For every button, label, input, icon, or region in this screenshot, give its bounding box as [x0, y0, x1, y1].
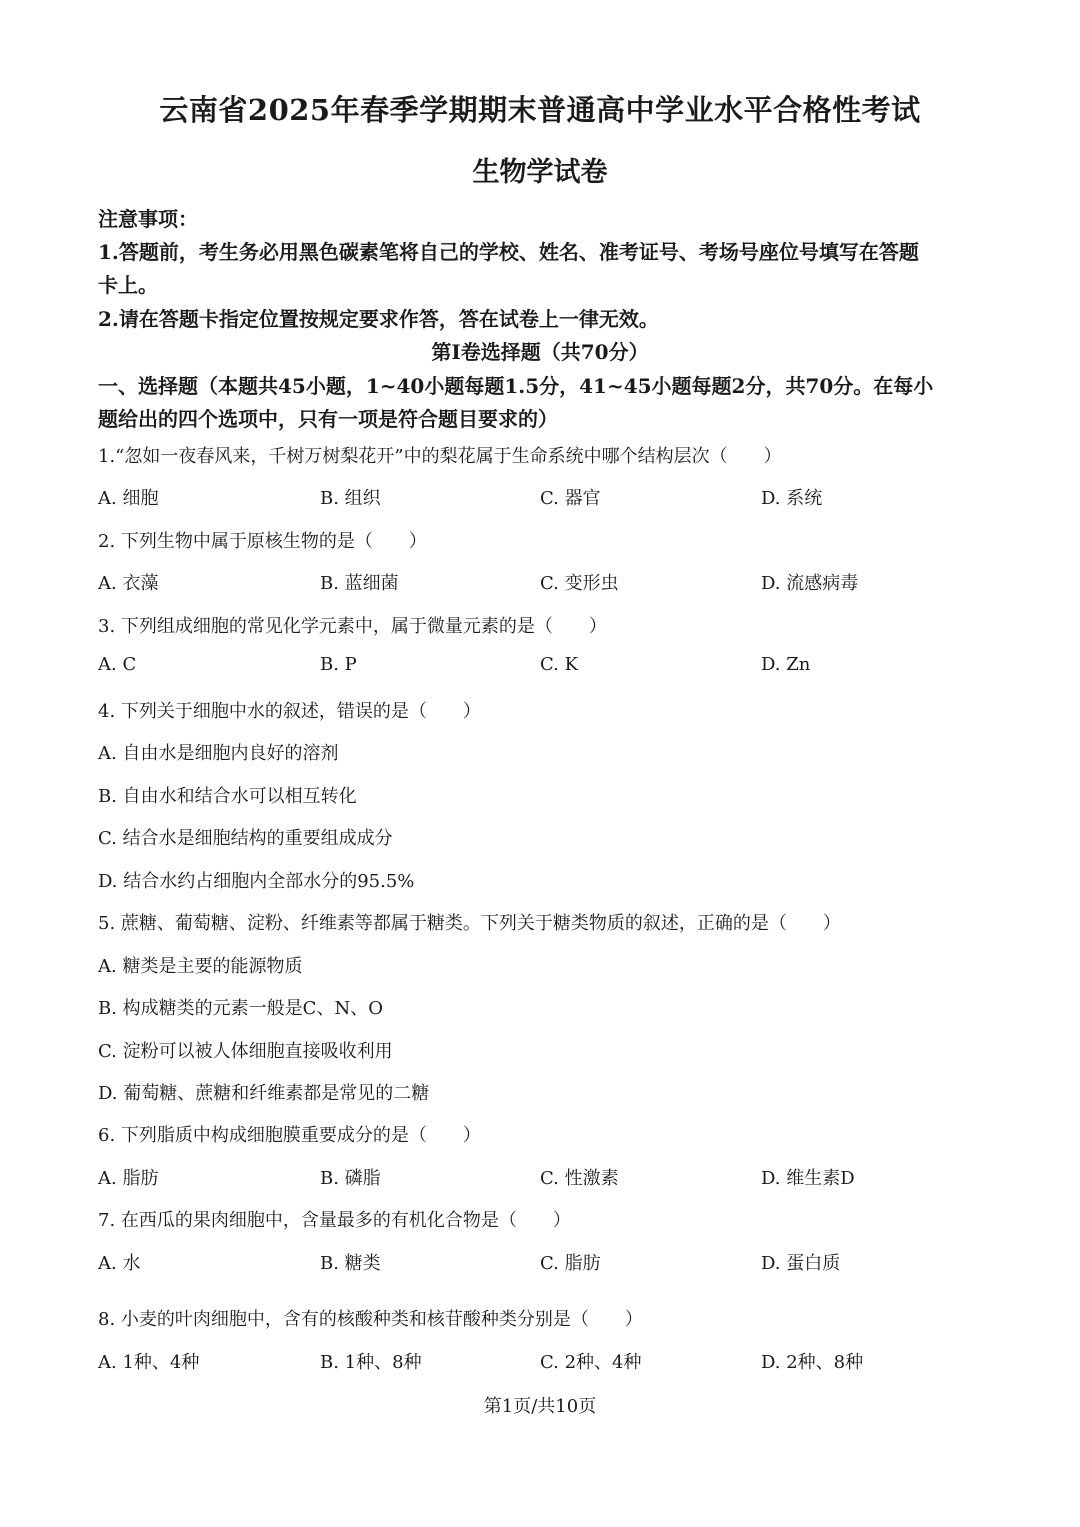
- notice-item-2: 2.请在答题卡指定位置按规定要求作答，答在试卷上一律无效。: [98, 307, 659, 331]
- question-4-stem: 4. 下列关于细胞中水的叙述，错误的是（ ）: [98, 701, 481, 722]
- question-6-option-a: A. 脂肪: [98, 1168, 159, 1189]
- question-3-option-d: D. Zn: [761, 654, 811, 675]
- question-3-options: [98, 654, 998, 680]
- question-1-stem: 1.“忽如一夜春风来，千树万树梨花开”中的梨花属于生命系统中哪个结构层次（ ）: [98, 446, 782, 467]
- question-7-options: [98, 1249, 998, 1275]
- question-2-option-d: D. 流感病毒: [761, 573, 859, 594]
- question-7-stem: 7. 在西瓜的果肉细胞中，含量最多的有机化合物是（ ）: [98, 1210, 571, 1231]
- page-subtitle: 生物学试卷: [472, 157, 608, 188]
- question-8-options: [98, 1348, 998, 1374]
- page-number: 第1页/共10页: [483, 1396, 597, 1417]
- question-2-stem: 2. 下列生物中属于原核生物的是（ ）: [98, 531, 427, 552]
- question-8-stem: 8. 小麦的叶肉细胞中，含有的核酸种类和核苷酸种类分别是（ ）: [98, 1309, 643, 1330]
- question-2-option-a: A. 衣藻: [98, 573, 159, 594]
- question-6-stem: 6. 下列脂质中构成细胞膜重要成分的是（ ）: [98, 1125, 481, 1146]
- question-1-option-b: B. 组织: [320, 488, 381, 509]
- question-6-option-d: D. 维生素D: [761, 1168, 855, 1189]
- question-3-option-b: B. P: [320, 654, 357, 675]
- question-3-stem: 3. 下列组成细胞的常见化学元素中，属于微量元素的是（ ）: [98, 616, 607, 637]
- question-8-option-a: A. 1种、4种: [98, 1352, 200, 1373]
- part-instruction-line-2: 题给出的四个选项中，只有一项是符合题目要求的）: [98, 407, 558, 431]
- question-7-option-c: C. 脂肪: [540, 1253, 601, 1274]
- question-7-option-a: A. 水: [98, 1253, 141, 1274]
- question-4-option-d: D. 结合水约占细胞内全部水分的95.5%: [98, 871, 415, 892]
- question-1-options: [98, 484, 998, 510]
- question-2-option-b: B. 蓝细菌: [320, 573, 399, 594]
- question-1-option-c: C. 器官: [540, 488, 601, 509]
- part-instruction-line-1: 一、选择题（本题共45小题，1~40小题每题1.5分，41~45小题每题2分，共70分。在每小: [98, 374, 934, 398]
- question-2-option-c: C. 变形虫: [540, 573, 619, 594]
- question-6-option-b: B. 磷脂: [320, 1168, 381, 1189]
- question-2-options: [98, 569, 998, 595]
- question-3-option-c: C. K: [540, 654, 579, 675]
- question-4-option-c: C. 结合水是细胞结构的重要组成成分: [98, 828, 393, 849]
- page-title: 云南省2025年春季学期期末普通高中学业水平合格性考试: [159, 93, 921, 127]
- volume-title: 第Ⅰ卷选择题（共70分）: [431, 340, 649, 364]
- question-5-option-c: C. 淀粉可以被人体细胞直接吸收利用: [98, 1041, 393, 1062]
- question-5-stem: 5. 蔗糖、葡萄糖、淀粉、纤维素等都属于糖类。下列关于糖类物质的叙述，正确的是（ ）: [98, 913, 841, 934]
- question-6-option-c: C. 性激素: [540, 1168, 619, 1189]
- question-1-option-d: D. 系统: [761, 488, 823, 509]
- question-3-option-a: A. C: [98, 654, 137, 675]
- question-8-option-b: B. 1种、8种: [320, 1352, 422, 1373]
- question-1-option-a: A. 细胞: [98, 488, 159, 509]
- question-5-option-b: B. 构成糖类的元素一般是C、N、O: [98, 998, 383, 1019]
- question-6-options: [98, 1164, 998, 1190]
- question-5-option-d: D. 葡萄糖、蔗糖和纤维素都是常见的二糖: [98, 1083, 430, 1104]
- question-5-option-a: A. 糖类是主要的能源物质: [98, 956, 303, 977]
- question-8-option-d: D. 2种、8种: [761, 1352, 864, 1373]
- question-7-option-d: D. 蛋白质: [761, 1253, 841, 1274]
- question-8-option-c: C. 2种、4种: [540, 1352, 642, 1373]
- question-7-option-b: B. 糖类: [320, 1253, 381, 1274]
- notice-item-1-line-1: 1.答题前，考生务必用黑色碳素笔将自己的学校、姓名、准考证号、考场号座位号填写在答题: [98, 240, 919, 264]
- question-4-option-a: A. 自由水是细胞内良好的溶剂: [98, 743, 339, 764]
- notice-heading: 注意事项：: [98, 207, 198, 231]
- notice-item-1-line-2: 卡上。: [98, 273, 158, 297]
- question-4-option-b: B. 自由水和结合水可以相互转化: [98, 786, 357, 807]
